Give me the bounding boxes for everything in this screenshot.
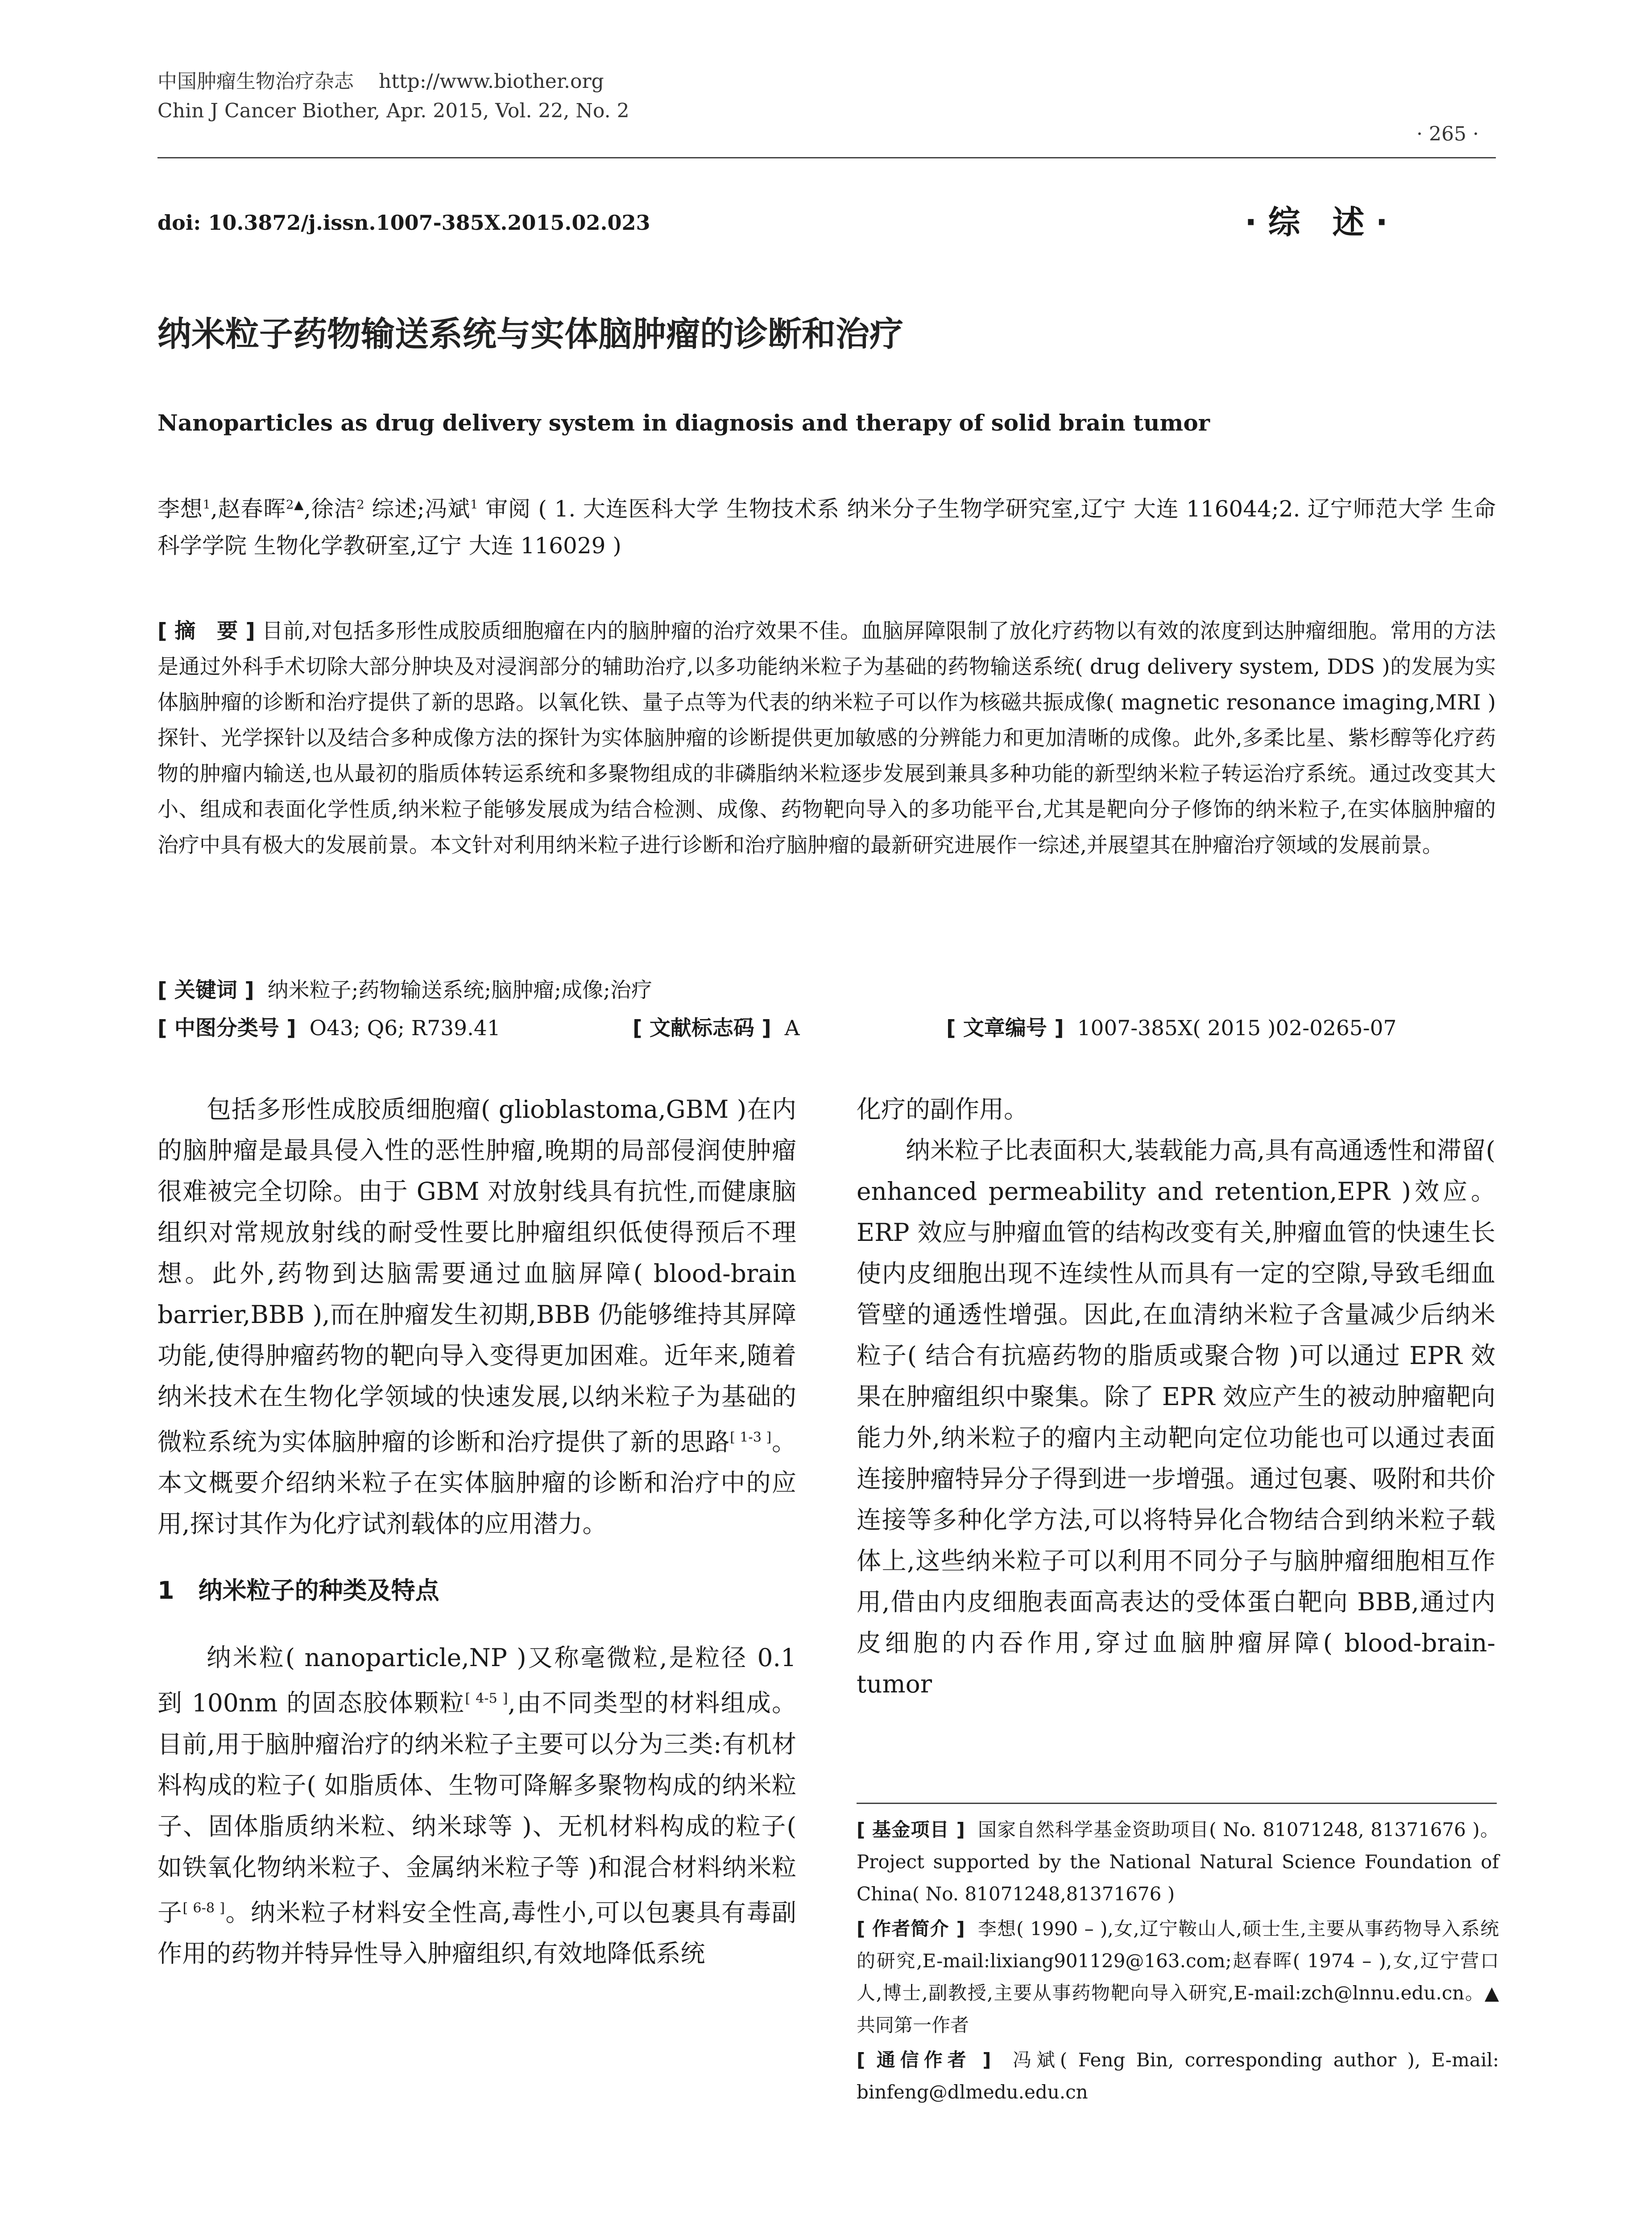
right-column <box>857 1089 1495 1704</box>
intro-paragraph: 包括多形性成胶质细胞瘤( glioblastoma,GBM )在内的脑肿瘤是最具侵入性的恶性肿瘤,晚期的局部侵润使肿瘤很难被完全切除。由于 GBM 对放射线具有抗性,而健康脑组织对常规放射线的耐受性要比肿瘤组织低使得预后不理想。此外,药物到达脑需要通过血脑屏障( blood-brain barrier,BBB ),而在肿瘤发生初期,BBB 仍能够维持其屏障功能,使得肿瘤药物的靶向导入变得更加困难。近年来,随着纳米技术在生物化学领域的快速发展,以纳米粒子为基础的微粒系统为实体脑肿瘤的诊断和治疗提供了新的思路[ 1-3 ]。本文概要介绍纳米粒子在实体脑肿瘤的诊断和治疗中的应用,探讨其作为化疗试剂载体的应用潜力。 <box>157 1095 796 1538</box>
footnote-rule <box>857 1803 1497 1804</box>
article-category: · 综 述 · <box>1245 203 1388 241</box>
author-note: [ 作者简介 ] 李想( 1990 – ),女,辽宁鞍山人,硕士生,主要从事药物导入系统的研究,E-mail:lixiang901129@163.com;赵春晖( 1974 – ),女,辽宁营口人,博士,副教授,主要从事药物靶向导入研究,E-mail:zch@lnnu.edu.cn。▲共同第一作者 <box>857 1918 1499 2036</box>
left-column <box>157 1089 796 1974</box>
article-title-cn: 纳米粒子药物输送系统与实体脑肿瘤的诊断和治疗 <box>157 314 903 354</box>
article-no: 1007-385X( 2015 )02-0265-07 <box>1077 1016 1397 1041</box>
abstract <box>157 614 1496 863</box>
doc-code: A <box>784 1016 800 1041</box>
doi: doi: 10.3872/j.issn.1007-385X.2015.02.023 <box>157 211 650 235</box>
article-no-label: [ 文章编号 ] <box>946 1016 1064 1041</box>
author-label: [ 作者简介 ] <box>857 1918 965 1940</box>
header-rule <box>157 157 1496 158</box>
keywords-text: 纳米粒子;药物输送系统;脑肿瘤;成像;治疗 <box>267 978 652 1003</box>
clc-label: [ 中图分类号 ] <box>157 1016 296 1041</box>
fund-label: [ 基金项目 ] <box>857 1819 965 1841</box>
fund-note: [ 基金项目 ] 国家自然科学基金资助项目( No. 81071248, 81371676 )。Project supported by the National Natural Science Foundation of China( No. 81071248,81371676 ) <box>857 1819 1499 1905</box>
keywords <box>157 973 1496 1008</box>
journal-url[interactable]: http://www.biother.org <box>378 70 604 93</box>
article-title-en: Nanoparticles as drug delivery system in diagnosis and therapy of solid brain tumor <box>157 410 1210 436</box>
doc-code-label: [ 文献标志码 ] <box>633 1016 771 1041</box>
page-number: · 265 · <box>1416 123 1479 145</box>
continued-paragraph: 化疗的副作用。 <box>857 1095 1029 1124</box>
keywords-label: [ 关键词 ] <box>157 978 254 1003</box>
clc-text: O43; Q6; R739.41 <box>309 1016 501 1041</box>
corresponding-note: [ 通信作者 ] 冯斌( Feng Bin, corresponding author ), E-mail: binfeng@dlmedu.edu.cn <box>857 2049 1499 2103</box>
classification-line <box>157 1011 1496 1046</box>
corr-label: [ 通信作者 ] <box>857 2049 991 2071</box>
epr-paragraph: 纳米粒子比表面积大,装载能力高,具有高通透性和滞留( enhanced permeability and retention,EPR )效应。ERP 效应与肿瘤血管的结构改变有关,肿瘤血管的快速生长使内皮细胞出现不连续性从而具有一定的空隙,导致毛细血管壁的通透性增强。因此,在血清纳米粒子含量减少后纳米粒子( 结合有抗癌药物的脂质或聚合物 )可以通过 EPR 效果在肿瘤组织中聚集。除了 EPR 效应产生的被动肿瘤靶向能力外,纳米粒子的瘤内主动靶向定位功能也可以通过表面连接肿瘤特异分子得到进一步增强。通过包裹、吸附和共价连接等多种化学方法,可以将特异化合物结合到纳米粒子载体上,这些纳米粒子可以利用不同分子与脑肿瘤细胞相互作用,借由内皮细胞表面高表达的受体蛋白靶向 BBB,通过内皮细胞的内吞作用,穿过血脑肿瘤屏障( blood-brain-tumor <box>857 1136 1496 1698</box>
abstract-text: 目前,对包括多形性成胶质细胞瘤在内的脑肿瘤的治疗效果不佳。血脑屏障限制了放化疗药物以有效的浓度到达肿瘤细胞。常用的方法是通过外科手术切除大部分肿块及对浸润部分的辅助治疗,以多功能纳米粒子为基础的药物输送系统( drug delivery system, DDS )的发展为实体脑肿瘤的诊断和治疗提供了新的思路。以氧化铁、量子点等为代表的纳米粒子可以作为核磁共振成像( magnetic resonance imaging,MRI )探针、光学探针以及结合多种成像方法的探针为实体脑肿瘤的诊断提供更加敏感的分辨能力和更加清晰的成像。此外,多柔比星、紫杉醇等化疗药物的肿瘤内输送,也从最初的脂质体转运系统和多聚物组成的非磷脂纳米粒逐步发展到兼具多种功能的新型纳米粒子转运治疗系统。通过改变其大小、组成和表面化学性质,纳米粒子能够发展成为结合检测、成像、药物靶向导入的多功能平台,尤其是靶向分子修饰的纳米粒子,在实体脑肿瘤的治疗中具有极大的发展前景。本文针对利用纳米粒子进行诊断和治疗脑肿瘤的最新研究进展作一综述,并展望其在肿瘤治疗领域的发展前景。 <box>157 619 1496 858</box>
section-heading-1: 1 纳米粒子的种类及特点 <box>157 1576 439 1605</box>
abstract-label: [ 摘 要 ] <box>157 619 255 643</box>
footnotes <box>857 1814 1499 2111</box>
authors-affiliations: 李想$^1$,赵春晖$^{2▲}$,徐洁$^2$ 综述;冯斌$^1$ 审阅 ( 1. 大连医科大学 生物技术系 纳米分子生物学研究室,辽宁 大连 116044;2. 辽宁师范大学 生命科学学院 生物化学教研室,辽宁 大连 116029 ) <box>157 496 1496 559</box>
running-header <box>157 67 629 126</box>
journal-name-en: Chin J Cancer Biother, Apr. 2015, Vol. 22, No. 2 <box>157 100 629 122</box>
journal-name-cn: 中国肿瘤生物治疗杂志 <box>157 70 354 93</box>
section-1-paragraph: 纳米粒( nanoparticle,NP )又称毫微粒,是粒径 0.1 到 100nm 的固态胶体颗粒[ 4-5 ],由不同类型的材料组成。目前,用于脑肿瘤治疗的纳米粒子主要可以分为三类:有机材料构成的粒子( 如脂质体、生物可降解多聚物构成的纳米粒子、固体脂质纳米粒、纳米球等 )、无机材料构成的粒子( 如铁氧化物纳米粒子、金属纳米粒子等 )和混合材料纳米粒子[ 6-8 ]。纳米粒子材料安全性高,毒性小,可以包裹具有毒副作用的药物并特异性导入肿瘤组织,有效地降低系统 <box>157 1643 796 1968</box>
